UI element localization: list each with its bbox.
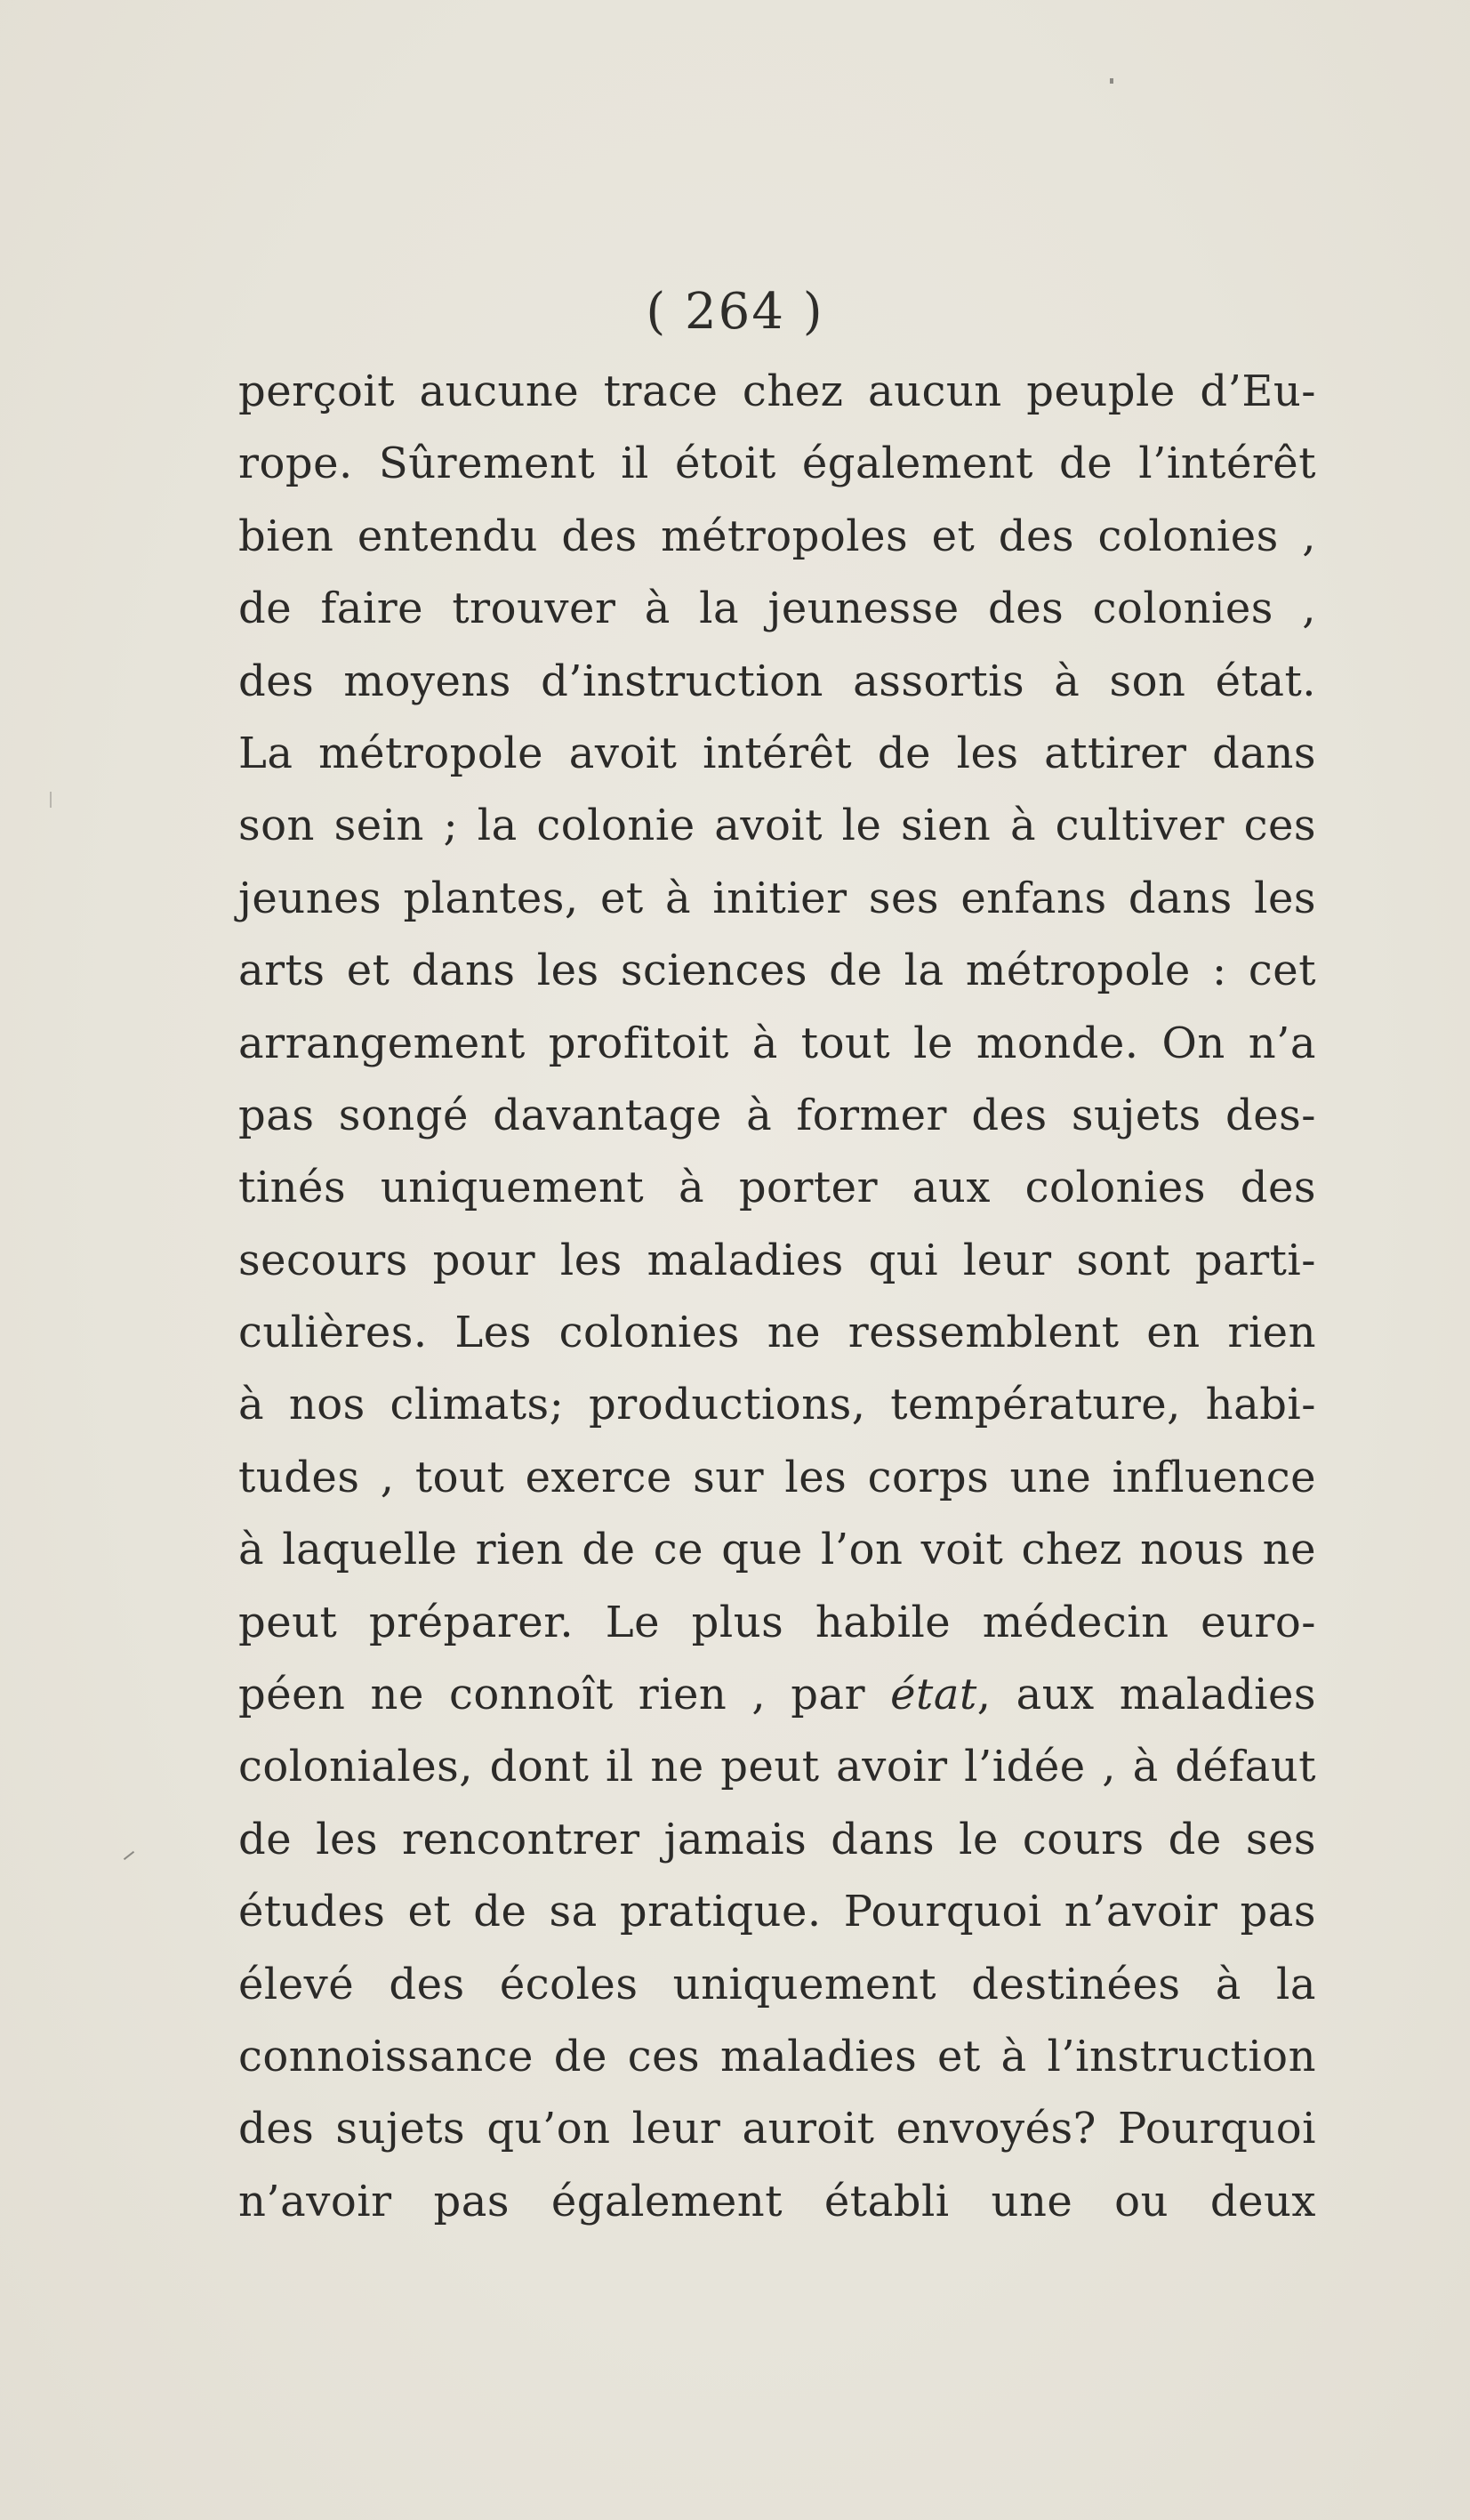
body-text [238, 356, 1316, 2238]
margin-mark [50, 792, 52, 808]
text-line: des sujets qu’on leur auroit envoyés? Pourquoi [238, 2104, 1316, 2154]
text-line: élevé des écoles uniquement destinées à la [238, 1959, 1316, 2009]
text-line: arts et dans les sciences de la métropole : cet [238, 946, 1316, 996]
text-line: son sein ; la colonie avoit le sien à cultiver ces [238, 801, 1316, 851]
text-line: rope. Sûrement il étoit également de l’intérêt [238, 439, 1316, 489]
text-line: études et de sa pratique. Pourquoi n’avoir pas [238, 1887, 1316, 1937]
text-line: secours pour les maladies qui leur sont parti- [238, 1235, 1316, 1285]
text-line: tinés uniquement à porter aux colonies des [238, 1163, 1316, 1213]
text-line: peut préparer. Le plus habile médecin euro- [238, 1597, 1316, 1647]
text-line: perçoit aucune trace chez aucun peuple d’Eu- [238, 366, 1316, 416]
text-line: culières. Les colonies ne ressemblent en rien [238, 1308, 1316, 1358]
text-line: de les rencontrer jamais dans le cours de ses [238, 1814, 1316, 1864]
page-number-header: ( 264 ) [646, 283, 824, 341]
text-line: péen ne connoît rien , par état, aux maladies [238, 1670, 1316, 1720]
margin-mark [1110, 78, 1113, 84]
text-line: arrangement profitoit à tout le monde. On n’a [238, 1018, 1316, 1068]
text-line: des moyens d’instruction assortis à son état. [238, 656, 1316, 706]
text-line: connoissance de ces maladies et à l’instruction [238, 2031, 1316, 2081]
italic-word: état [890, 1670, 977, 1720]
text-line: n’avoir pas également établi une ou deux [238, 2176, 1316, 2226]
text-line: bien entendu des métropoles et des colonies , [238, 511, 1316, 561]
text-line: jeunes plantes, et à initier ses enfans dans les [238, 873, 1316, 923]
text-line: pas songé davantage à former des sujets des- [238, 1090, 1316, 1140]
text-line: La métropole avoit intérêt de les attirer dans [238, 728, 1316, 778]
text-line: à nos climats; productions, température, habi- [238, 1380, 1316, 1430]
text-line: tudes , tout exerce sur les corps une influence [238, 1452, 1316, 1502]
text-line: coloniales, dont il ne peut avoir l’idée , à défaut [238, 1742, 1316, 1792]
margin-mark [124, 1851, 134, 1860]
text-line: de faire trouver à la jeunesse des colonies , [238, 584, 1316, 634]
text-line: à laquelle rien de ce que l’on voit chez nous ne [238, 1525, 1316, 1575]
